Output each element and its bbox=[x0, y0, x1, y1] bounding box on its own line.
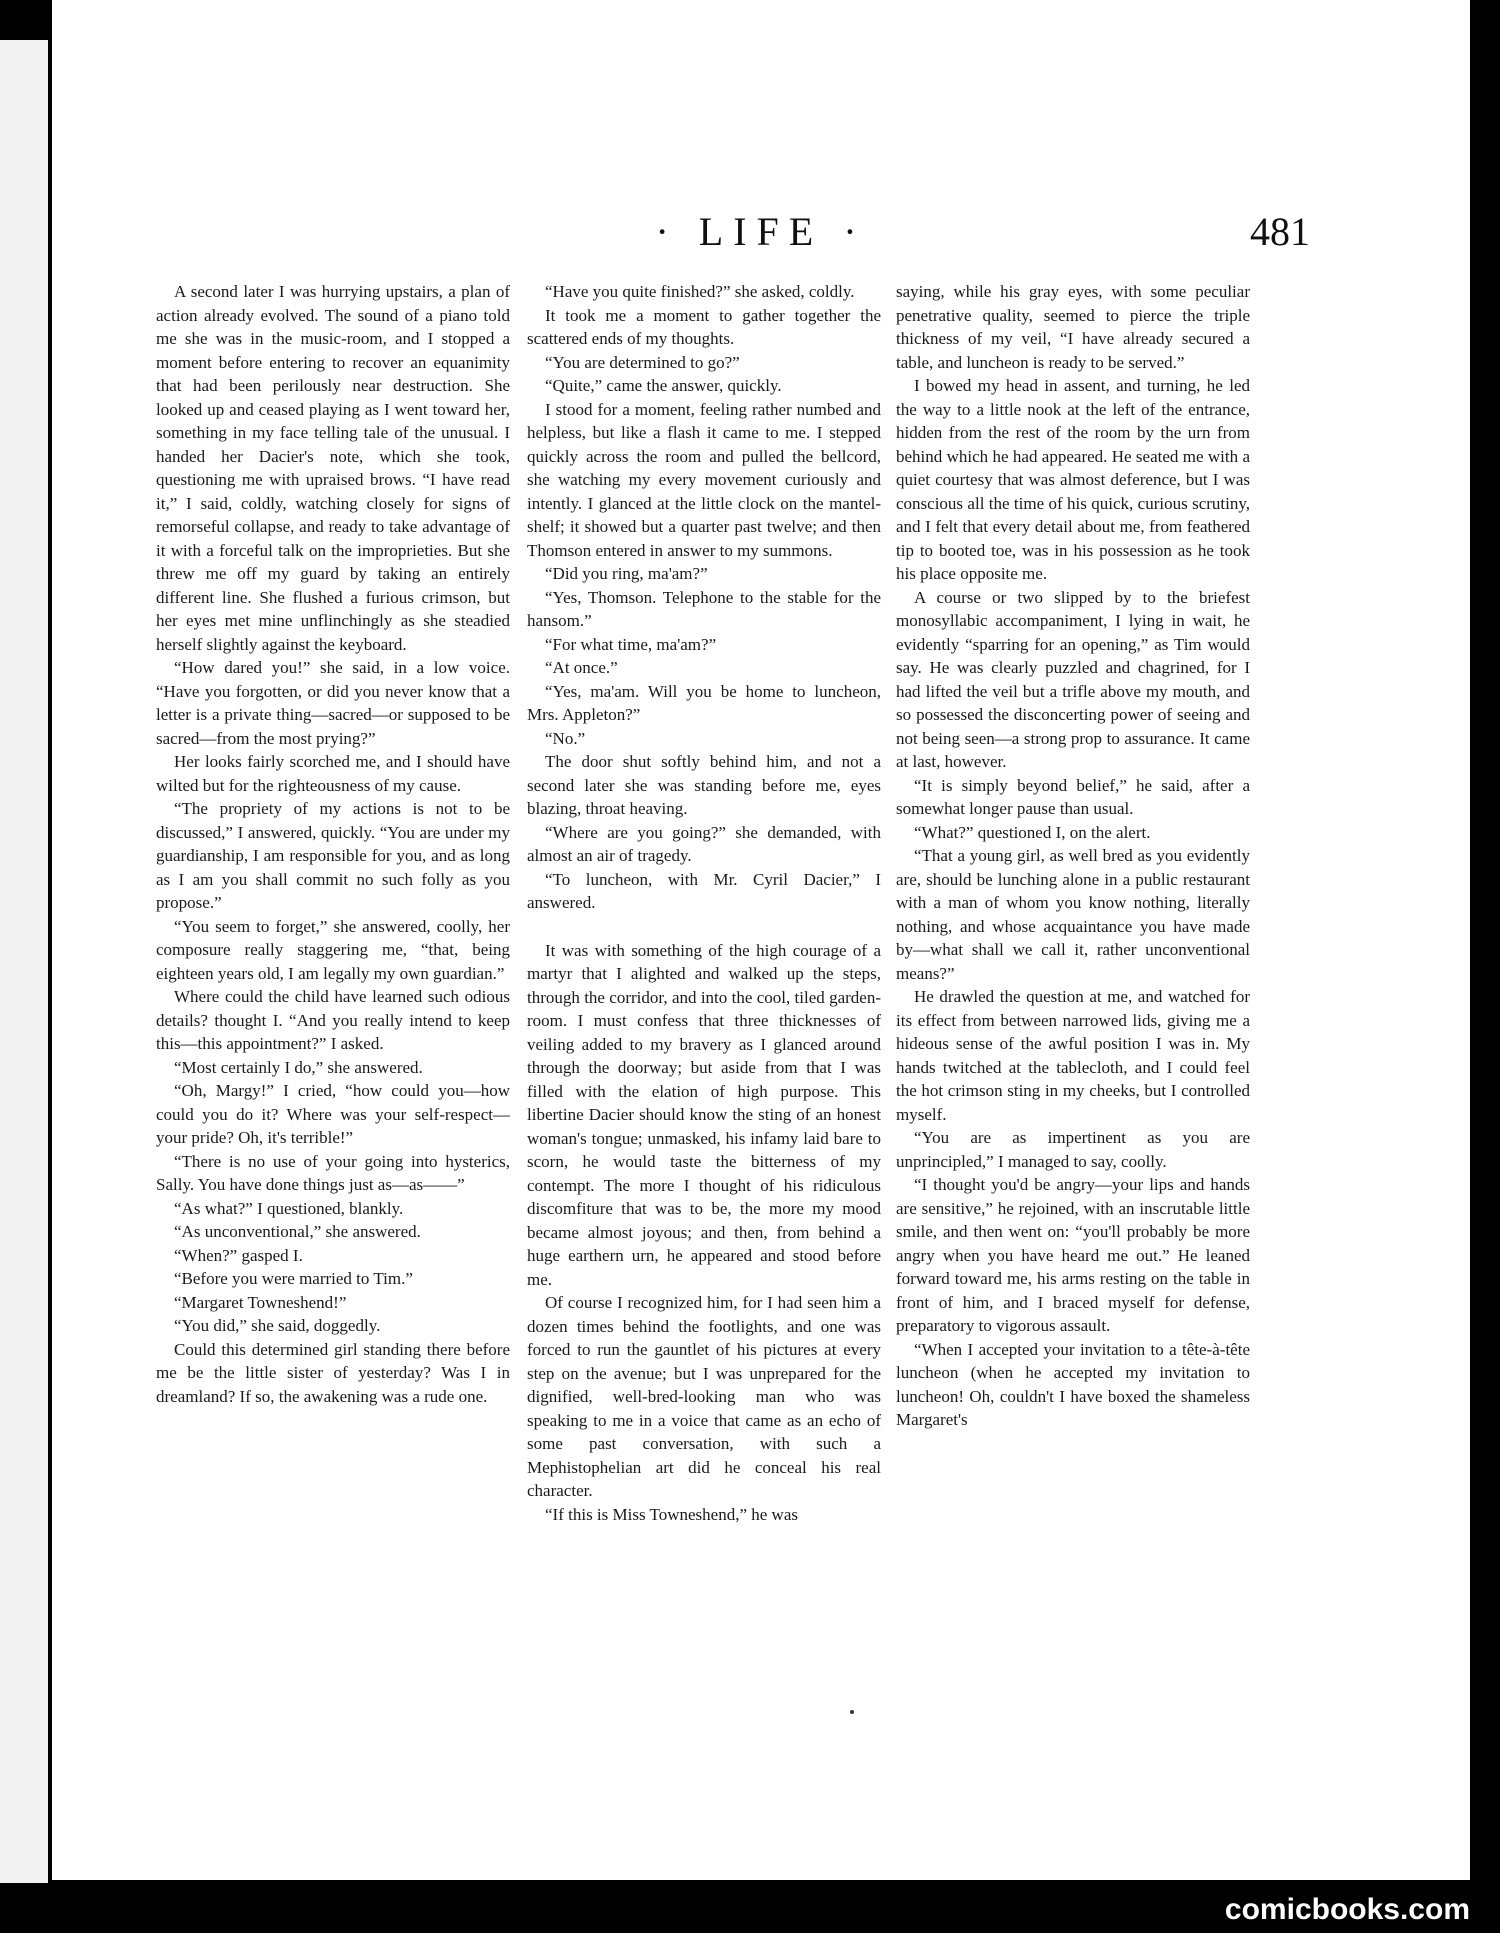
paragraph: “If this is Miss Towneshend,” he was bbox=[545, 1504, 798, 1524]
paragraph: “I thought you'd be angry—your lips and hands are sensitive,” he rejoined, with an inscrutable little smile, and then went on: “you'll probably be more angry when you have heard me out.” He leaned forward toward me, his arms resting on the table in front of him, and I braced myself for defense, preparatory to vigorous assault. bbox=[896, 1175, 1250, 1335]
paragraph: Of course I recognized him, for I had seen him a dozen times behind the footlights, and one was forced to run the gauntlet of his pictures at every step on the avenue; but I was unprepared for the dignified, well-bred-looking man who was speaking to me in a voice that came as an echo of some past conversation, with such a Mephistophelian art did he conceal his real character. bbox=[527, 1293, 881, 1500]
paragraph: “As unconventional,” she answered. bbox=[174, 1222, 421, 1241]
paragraph: “Did you ring, ma'am?” bbox=[545, 564, 708, 583]
facing-page-edge bbox=[0, 40, 48, 1883]
paragraph: “You are determined to go?” bbox=[545, 352, 740, 372]
paragraph: “How dared you!” she said, in a low voice. “Have you forgotten, or did you never know that a letter is a private thing—sacred—or supposed to be sacred—from the most prying?” bbox=[156, 658, 510, 748]
paragraph: “When I accepted your invitation to a tête-à-tête luncheon (when he accepted my invitation to luncheon! Oh, couldn't I have boxed the shameless Margaret's bbox=[896, 1339, 1250, 1429]
paragraph: “What?” questioned I, on the alert. bbox=[914, 822, 1151, 842]
paragraph: He drawled the question at me, and watched for its effect from between narrowed lids, giving me a hideous sense of the awful position I was in. My hands twitched at the tablecloth, and I could feel the hot crimson sting in my cheeks, but I controlled myself. bbox=[896, 987, 1250, 1124]
paragraph: “There is no use of your going into hysterics, Sally. You have done things just as—as——” bbox=[156, 1151, 510, 1194]
paragraph: “As what?” I questioned, blankly. bbox=[174, 1198, 404, 1218]
paragraph: “No.” bbox=[545, 728, 586, 748]
page-title: · LIFE · bbox=[655, 209, 867, 254]
text-column-3 bbox=[896, 280, 1250, 1432]
text-column-2 bbox=[527, 280, 881, 1526]
print-speck bbox=[850, 1710, 854, 1714]
magazine-page bbox=[52, 0, 1470, 1880]
paragraph: “To luncheon, with Mr. Cyril Dacier,” I answered. bbox=[527, 869, 881, 912]
paragraph: “You did,” she said, doggedly. bbox=[174, 1316, 381, 1335]
paragraph: “It is simply beyond belief,” he said, after a somewhat longer pause than usual. bbox=[896, 775, 1250, 818]
paragraph: “When?” gasped I. bbox=[174, 1245, 303, 1265]
paragraph: “Quite,” came the answer, quickly. bbox=[545, 376, 782, 395]
page-number: 481 bbox=[1250, 209, 1310, 254]
paragraph: It was with something of the high courage of a martyr that I alighted and walked up the steps, through the corridor, and into the cool, tiled garden-room. I must confess that three thicknesses of veiling added to my bravery as I glanced around through the doorway; but aside from that I was filled with the elation of high purpose. This libertine Dacier should know the sting of an honest woman's tongue; unmasked, his infamy laid bare to scorn, he would taste the bitterness of my contempt. The more I thought of his ridiculous discomfiture that was to be, the more my mood became almost joyous; and then, from behind a huge earthern urn, he appeared and stood before me. bbox=[527, 940, 881, 1289]
paragraph: It took me a moment to gather together the scattered ends of my thoughts. bbox=[527, 305, 881, 348]
watermark-text: comicbooks.com bbox=[1224, 1893, 1470, 1926]
paragraph: “Yes, ma'am. Will you be home to luncheon, Mrs. Appleton?” bbox=[527, 681, 881, 724]
paragraph: The door shut softly behind him, and not a second later she was standing before me, eyes blazing, throat heaving. bbox=[527, 752, 881, 818]
paragraph: “You are as impertinent as you are unprincipled,” I managed to say, coolly. bbox=[896, 1128, 1250, 1171]
paragraph: “Yes, Thomson. Telephone to the stable for the hansom.” bbox=[527, 587, 881, 630]
scan-border bbox=[1472, 0, 1500, 1933]
text-column-1 bbox=[156, 280, 510, 1408]
paragraph: A course or two slipped by to the briefest monosyllabic accompaniment, I lying in wait, he evidently “sparring for an opening,” as Tim would say. He was clearly puzzled and chagrined, for I had lifted the veil but a trifle above my mouth, and so possessed the disconcerting power of seeing and not being seen—a strong prop to assurance. It came at last, however. bbox=[896, 587, 1250, 771]
paragraph: A second later I was hurrying upstairs, a plan of action already evolved. The sound of a piano told me she was in the music-room, and I stopped a moment before entering to recover an equanimity that had been perilously near destruction. She looked up and ceased playing as I went toward her, something in my face telling tale of the unusual. I handed her Dacier's note, which she took, questioning me with upraised brows. “I have read it,” I said, coldly, watching closely for signs of remorseful collapse, and ready to take advantage of it with a forceful talk on the improprieties. But she threw me off my guard by taking an entirely different line. She flushed a furious crimson, but her eyes met mine unflinchingly as she steadied herself slightly against the keyboard. bbox=[156, 282, 510, 654]
paragraph: “Have you quite finished?” she asked, coldly. bbox=[545, 282, 855, 301]
paragraph: “Margaret Towneshend!” bbox=[174, 1292, 347, 1312]
paragraph: I bowed my head in assent, and turning, he led the way to a little nook at the left of the entrance, hidden from the rest of the room by the urn from behind which he had appeared. He seated me with a quiet courtesy that was almost deference, but I was conscious all the time of his quick, curious scrutiny, and I felt that every detail about me, from feathered tip to booted toe, was in his possession as he took his place opposite me. bbox=[896, 376, 1250, 583]
paragraph: I stood for a moment, feeling rather numbed and helpless, but like a flash it came to me. I stepped quickly across the room and pulled the bellcord, she watching my every movement curiously and intently. I glanced at the little clock on the mantel-shelf; it showed but a quarter past twelve; and then Thomson entered in answer to my summons. bbox=[527, 399, 881, 560]
paragraph: “Oh, Margy!” I cried, “how could you—how could you do it? Where was your self-respect—your pride? Oh, it's terrible!” bbox=[156, 1081, 510, 1147]
paragraph: “Before you were married to Tim.” bbox=[174, 1269, 413, 1288]
paragraph: “You seem to forget,” she answered, coolly, her composure really staggering me, “that, being eighteen years old, I am legally my own guardian.” bbox=[156, 916, 510, 983]
paragraph: saying, while his gray eyes, with some peculiar penetrative quality, seemed to pierce the triple thickness of my veil, “I have already secured a table, and luncheon is ready to be served.” bbox=[896, 282, 1250, 372]
paragraph: Could this determined girl standing there before me be the little sister of yesterday? Was I in dreamland? If so, the awakening was a rude one. bbox=[156, 1339, 510, 1406]
paragraph: Where could the child have learned such odious details? thought I. “And you really intend to keep this—this appointment?” I asked. bbox=[156, 987, 510, 1053]
paragraph: Her looks fairly scorched me, and I should have wilted but for the righteousness of my cause. bbox=[156, 752, 510, 795]
paragraph: “At once.” bbox=[545, 658, 618, 677]
paragraph: “Where are you going?” she demanded, with almost an air of tragedy. bbox=[527, 822, 881, 865]
paragraph: “That a young girl, as well bred as you evidently are, should be lunching alone in a public restaurant with a man of whom you know nothing, literally nothing, and whose acquaintance you have made by—what shall we call it, rather unconventional means?” bbox=[896, 846, 1250, 983]
paragraph: “The propriety of my actions is not to be discussed,” I answered, quickly. “You are under my guardianship, I am responsible for you, and as long as I am you shall commit no such folly as you propose.” bbox=[156, 799, 510, 912]
paragraph: “For what time, ma'am?” bbox=[545, 634, 717, 654]
paragraph: “Most certainly I do,” she answered. bbox=[174, 1057, 423, 1077]
